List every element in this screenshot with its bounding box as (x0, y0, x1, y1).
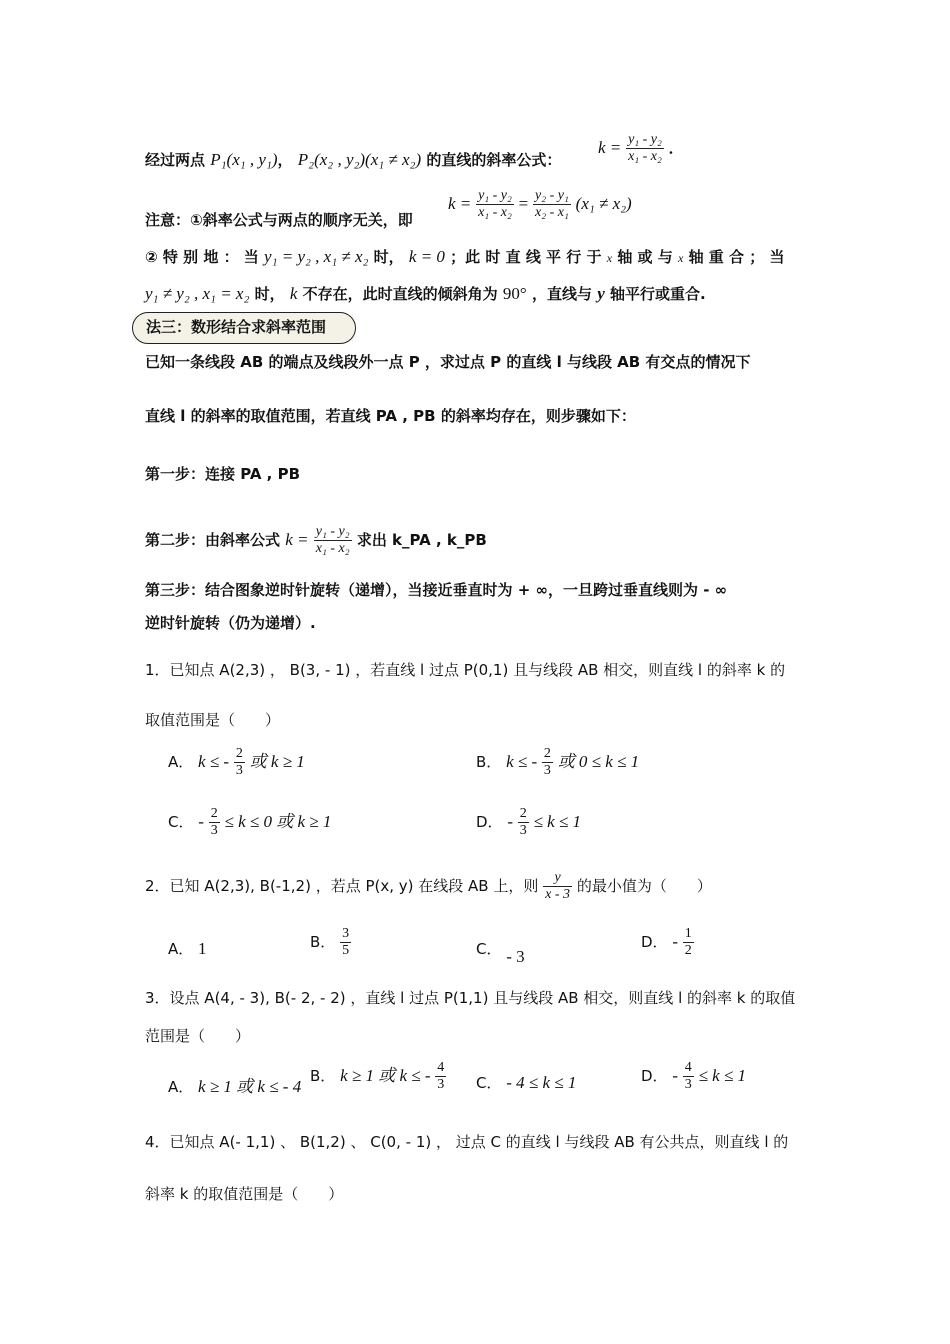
note2-x2: x (678, 251, 684, 265)
q3-d-den: 3 (684, 1077, 692, 1092)
note3-d: 轴平行或重合. (609, 285, 706, 303)
step2-k: k = (285, 530, 309, 549)
note1-den-2: x₂ - x₁ (535, 205, 569, 220)
q2-c-label: C． (476, 940, 502, 958)
q1-c-frac (209, 806, 220, 839)
note-special-case-2 (145, 284, 706, 304)
q1-a-pre: k ≤ - (198, 752, 230, 771)
q2-frac-num: y (543, 870, 572, 887)
q1-stem-2: 取值范围是（ ） (145, 711, 281, 729)
formula-fraction (626, 132, 664, 165)
note1-num-2: y₂ - y₁ (535, 188, 569, 203)
q1-stem-1: 1．已知点 A(2,3) ， B(3, - 1) ，若直线 l 过点 P(0,1) 且与线段 AB 相交，则直线 l 的斜率 k 的 (145, 661, 786, 679)
step2-num: y₁ - y₂ (315, 524, 350, 539)
q3-a-value: k ≥ 1 或 k ≤ - 4 (198, 1077, 302, 1096)
formula-numerator: y₁ - y₂ (628, 132, 662, 147)
note3-y: y (597, 284, 605, 303)
method-title: 法三：数形结合求斜率范围 (146, 318, 327, 336)
note1-den-1: x₁ - x₂ (478, 205, 512, 220)
q1-d-frac (518, 806, 529, 839)
q1-d-post: ≤ k ≤ 1 (533, 812, 582, 831)
formula-k: k = (598, 138, 622, 157)
q1-c-num: 2 (210, 806, 218, 821)
q2-option-b[interactable] (310, 926, 351, 959)
note3-deg: 90° (502, 284, 527, 303)
q3-option-a[interactable] (168, 1072, 301, 1097)
q3-option-c[interactable] (476, 1072, 576, 1093)
q2-a-value: 1 (198, 939, 207, 958)
q2-b-label: B． (310, 933, 336, 951)
q2-stem-b: 的最小值为（ ） (576, 877, 712, 895)
point-p1: P₁(x₁ , y₁) (210, 150, 278, 169)
note2-x1: x (606, 251, 613, 265)
q1-c-pre: - (198, 812, 204, 831)
q2-b-num: 3 (342, 926, 350, 941)
slope-formula-intro (145, 150, 561, 170)
q2-d-num: 1 (684, 926, 692, 941)
q1-a-label: A． (168, 753, 194, 771)
q3-b-den: 3 (437, 1077, 445, 1092)
note2-b: 时， (373, 248, 404, 266)
step2-text-b: 求出 k_PA , k_PB (356, 531, 487, 549)
q3-a-label: A． (168, 1078, 194, 1096)
step2-den: x₁ - x₂ (315, 541, 350, 556)
q1-option-b[interactable] (476, 746, 639, 779)
note2-cond1: y₁ = y₂ , x₁ ≠ x₂ (264, 247, 369, 266)
q3-option-d[interactable] (641, 1060, 746, 1093)
note3-b: 不存在，此时直线的倾斜角为 (302, 285, 498, 303)
point-p2: P₂(x₂ , y₂)(x₁ ≠ x₂) (297, 150, 422, 169)
note2-e: 轴 重 合 ； 当 (688, 248, 785, 266)
q1-b-pre: k ≤ - (506, 752, 538, 771)
note1-frac-1 (476, 188, 514, 221)
q2-d-label: D． (641, 933, 668, 951)
q1-a-post: 或 k ≥ 1 (249, 752, 305, 771)
q2-b-frac (340, 926, 351, 959)
q2-stem-a: 2．已知 A(2,3), B(-1,2) ，若点 P(x, y) 在线段 AB 上，则 (145, 877, 539, 895)
q2-d-frac (683, 926, 694, 959)
note2-k0: k = 0 (408, 247, 445, 266)
step2-text-a: 第二步：由斜率公式 (145, 531, 281, 549)
q1-b-frac (542, 746, 553, 779)
note3-a: 时， (254, 285, 285, 303)
q3-b-frac (435, 1060, 446, 1093)
q1-d-label: D． (476, 813, 503, 831)
method-line-1: 已知一条线段 AB 的端点及线段外一点 P ，求过点 P 的直线 l 与线段 AB 有交点的情况下 (145, 353, 751, 371)
q2-option-c[interactable] (476, 938, 525, 966)
q3-b-pre: k ≥ 1 或 k ≤ - (340, 1066, 431, 1085)
q1-c-label: C． (168, 813, 194, 831)
note1-frac-2 (533, 188, 571, 221)
q1-d-pre: - (507, 812, 514, 831)
q2-d-pre: - (672, 932, 679, 951)
q1-option-d[interactable] (476, 806, 581, 839)
note-special-case-1 (145, 247, 784, 268)
q2-option-a[interactable] (168, 938, 207, 959)
q3-stem-2: 范围是（ ） (145, 1027, 251, 1045)
q3-d-post: ≤ k ≤ 1 (698, 1066, 747, 1085)
q3-b-num: 4 (437, 1060, 445, 1075)
q1-d-den: 3 (519, 823, 527, 838)
q2-frac-den: x - 3 (545, 887, 571, 902)
q3-c-value: - 4 ≤ k ≤ 1 (506, 1073, 577, 1092)
q1-b-den: 3 (543, 763, 551, 778)
note1-num-1: y₁ - y₂ (478, 188, 512, 203)
formula-denominator: x₁ - x₂ (628, 149, 662, 164)
note3-k: k (289, 284, 298, 303)
note2-a: ② 特 别 地 ： 当 (145, 248, 259, 266)
q1-a-frac (234, 746, 245, 779)
q1-a-den: 3 (235, 763, 243, 778)
q1-c-post: ≤ k ≤ 0 或 k ≥ 1 (224, 812, 332, 831)
q2-d-den: 2 (684, 943, 692, 958)
intro-text-b: 的直线的斜率公式： (426, 151, 562, 169)
note2-c: ；此 时 直 线 平 行 于 (450, 248, 602, 266)
method-step-3b: 逆时针旋转（仍为递增）. (145, 614, 316, 632)
slope-formula (598, 130, 684, 166)
note1-eq: = (518, 194, 529, 213)
q1-b-post: 或 0 ≤ k ≤ 1 (557, 752, 640, 771)
q1-option-a[interactable] (168, 746, 305, 779)
q2-stem (145, 868, 712, 904)
q2-option-d[interactable] (641, 926, 694, 959)
note3-c: ，直线与 (531, 285, 592, 303)
q3-stem-1: 3．设点 A(4, - 3), B(- 2, - 2) ，直线 l 过点 P(1,1) 且与线段 AB 相交，则直线 l 的斜率 k 的取值 (145, 989, 796, 1007)
q2-c-value: - 3 (506, 947, 525, 966)
method-line-2: 直线 l 的斜率的取值范围，若直线 PA , PB 的斜率均存在，则步骤如下： (145, 407, 636, 425)
q4-stem-1: 4．已知点 A(- 1,1) 、 B(1,2) 、 C(0, - 1) ， 过点 C 的直线 l 与线段 AB 有公共点，则直线 l 的 (145, 1133, 789, 1151)
q3-d-frac (683, 1060, 694, 1093)
q2-frac (543, 870, 572, 903)
note1-text: 注意：①斜率公式与两点的顺序无关，即 (145, 211, 413, 229)
method-step-2 (145, 522, 487, 558)
note1-formula (448, 186, 632, 222)
method-step-1: 第一步：连接 PA , PB (145, 465, 301, 483)
note1-k: k = (448, 194, 472, 213)
q3-option-b[interactable] (310, 1060, 446, 1093)
note1-cond: (x₁ ≠ x₂) (575, 194, 632, 213)
q1-b-label: B． (476, 753, 502, 771)
note3-cond2: y₁ ≠ y₂ , x₁ = x₂ (145, 284, 250, 303)
intro-sep: ， (277, 151, 293, 169)
note2-d: 轴 或 与 (617, 248, 673, 266)
method-step-3a: 第三步：结合图象逆时针旋转（递增），当接近垂直时为 + ∞，一旦跨过垂直线则为 - ∞ (145, 581, 728, 599)
q4-stem-2: 斜率 k 的取值范围是（ ） (145, 1185, 344, 1203)
q1-b-num: 2 (543, 746, 551, 761)
q2-a-label: A． (168, 940, 194, 958)
q3-c-label: C． (476, 1074, 502, 1092)
q2-b-den: 5 (342, 943, 350, 958)
q3-b-label: B． (310, 1067, 336, 1085)
q1-a-num: 2 (235, 746, 243, 761)
note-order-independent (145, 210, 413, 230)
q1-d-num: 2 (519, 806, 527, 821)
q3-d-pre: - (672, 1066, 679, 1085)
q3-d-label: D． (641, 1067, 668, 1085)
q1-option-c[interactable] (168, 806, 331, 839)
q1-c-den: 3 (210, 823, 218, 838)
step2-frac (314, 524, 352, 557)
q3-d-num: 4 (684, 1060, 692, 1075)
intro-text-a: 经过两点 (145, 151, 206, 169)
formula-end: ． (668, 139, 684, 157)
